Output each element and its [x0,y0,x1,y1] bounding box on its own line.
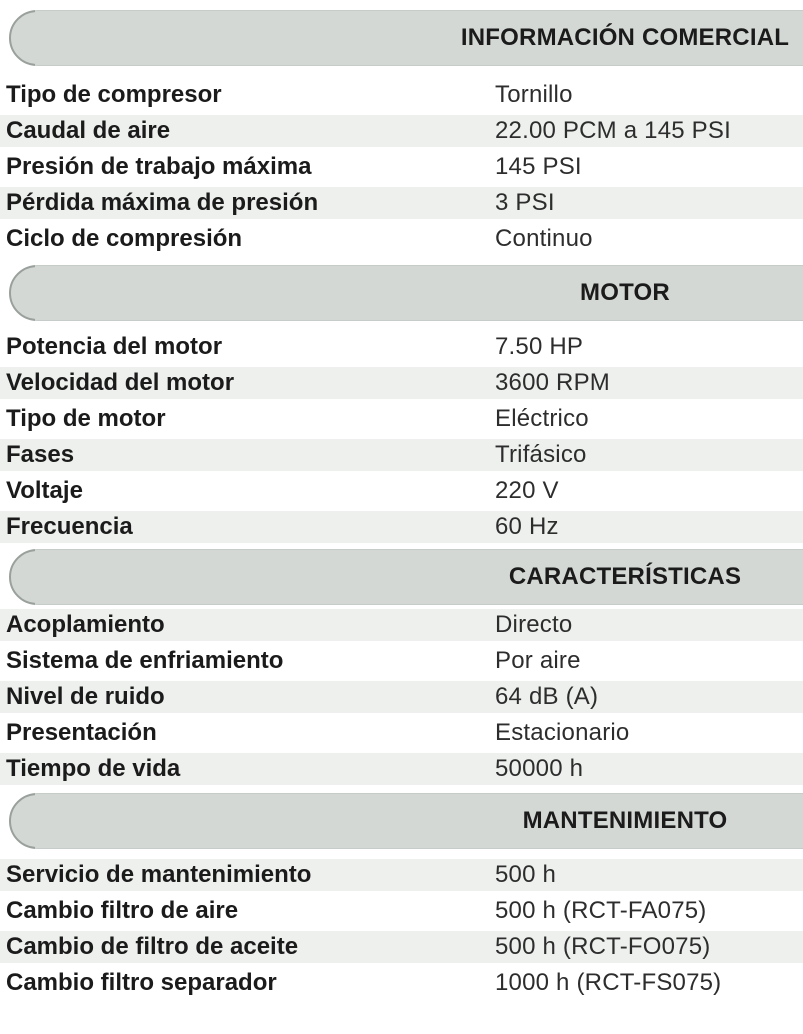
section-title: MOTOR [580,279,670,306]
section-header-bar [10,265,803,321]
spec-label: Cambio filtro de aire [6,897,239,924]
spec-label: Presión de trabajo máxima [6,153,312,180]
spec-value: 1000 h (RCT-FS075) [495,969,722,996]
spec-label: Cambio de filtro de aceite [6,933,299,960]
section-rows [0,607,803,787]
spec-label: Voltaje [6,477,83,504]
spec-value: 50000 h [495,755,584,782]
spec-value: Eléctrico [495,405,589,432]
spec-value: Directo [495,611,573,638]
spec-label: Velocidad del motor [6,369,235,396]
spec-value: 60 Hz [495,513,559,540]
spec-label: Cambio filtro separador [6,969,277,996]
spec-value: 64 dB (A) [495,683,599,710]
spec-label: Ciclo de compresión [6,225,243,252]
table-row [0,607,803,643]
section-header-bar [10,549,803,605]
spec-value: Tornillo [495,81,573,108]
section-motor [0,265,803,545]
spec-value: 22.00 PCM a 145 PSI [495,117,731,144]
spec-label: Tiempo de vida [6,755,181,782]
spec-value: Por aire [495,647,581,674]
table-row [0,329,803,365]
spec-value: 220 V [495,477,559,504]
table-row [0,437,803,473]
section-caracteristicas [0,549,803,787]
spec-label: Sistema de enfriamiento [6,647,284,674]
table-row [0,893,803,929]
section-title: CARACTERÍSTICAS [508,563,742,590]
section-title: INFORMACIÓN COMERCIAL [460,24,790,51]
spec-value: Continuo [495,225,593,252]
section-mantenimiento [0,793,803,1001]
section-rows [0,77,803,257]
section-title: MANTENIMIENTO [522,807,728,834]
section-rows [0,329,803,545]
spec-label: Potencia del motor [6,333,223,360]
table-row [0,401,803,437]
table-row [0,929,803,965]
spec-label: Tipo de motor [6,405,166,432]
spec-value: 500 h (RCT-FA075) [495,897,707,924]
table-row [0,509,803,545]
spec-value: Trifásico [495,441,587,468]
table-row [0,77,803,113]
spec-label: Caudal de aire [6,117,171,144]
table-row [0,643,803,679]
table-row [0,221,803,257]
spec-label: Pérdida máxima de presión [6,189,319,216]
section-header-bar [10,10,803,66]
spec-label: Servicio de mantenimiento [6,861,312,888]
spec-value: 500 h (RCT-FO075) [495,933,711,960]
section-header-bar [10,793,803,849]
table-row [0,149,803,185]
spec-label: Acoplamiento [6,611,165,638]
table-row [0,473,803,509]
table-row [0,679,803,715]
spec-label: Frecuencia [6,513,133,540]
spec-value: Estacionario [495,719,630,746]
table-row [0,751,803,787]
spec-value: 3 PSI [495,189,555,216]
table-row [0,965,803,1001]
spec-value: 500 h [495,861,557,888]
spec-label: Fases [6,441,75,468]
table-row [0,365,803,401]
table-row [0,857,803,893]
spec-value: 145 PSI [495,153,582,180]
section-informacion-comercial [0,10,803,257]
section-rows [0,857,803,1001]
table-row [0,113,803,149]
spec-sheet-page [0,10,803,1034]
spec-value: 3600 RPM [495,369,610,396]
spec-label: Nivel de ruido [6,683,165,710]
spec-value: 7.50 HP [495,333,584,360]
spec-label: Tipo de compresor [6,81,222,108]
table-row [0,715,803,751]
spec-label: Presentación [6,719,157,746]
table-row [0,185,803,221]
